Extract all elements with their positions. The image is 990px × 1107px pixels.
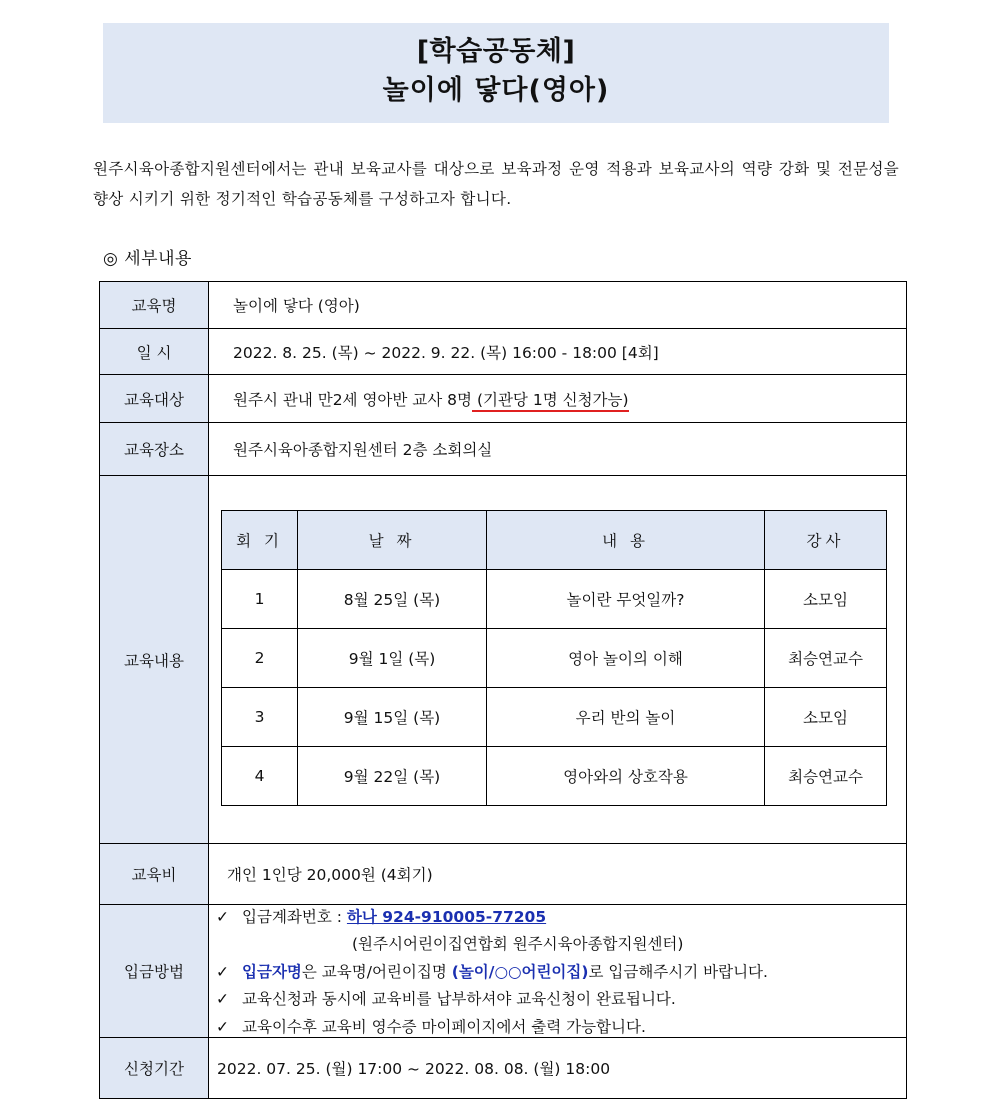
table-row — [222, 570, 887, 629]
depositor-example: (놀이/○○어린이집) — [451, 963, 589, 981]
session-number: 3 — [222, 688, 298, 747]
schedule-header-session: 회 기 — [222, 511, 298, 570]
row-period — [100, 1038, 907, 1099]
payment-account-line — [216, 905, 546, 927]
depositor-end: 로 입금해주시기 바랍니다. — [588, 963, 768, 981]
row-fee — [100, 844, 907, 905]
session-instructor: 소모임 — [765, 688, 887, 747]
payment-note-3: 교육신청과 동시에 교육비를 납부하셔야 교육신청이 완료됩니다. — [242, 990, 676, 1008]
session-number: 1 — [222, 570, 298, 629]
payment-line-3 — [216, 987, 676, 1009]
row-date — [100, 329, 907, 375]
row-target — [100, 375, 907, 423]
check-icon: ✓ — [216, 1018, 229, 1036]
intro-paragraph: 원주시육아종합지원센터에서는 관내 보육교사를 대상으로 보육과정 운영 적용과 보육교사의 역량 강화 및 전문성을 향상 시키기 위한 정기적인 학습공동체를 구성하고자 합니다. — [93, 160, 899, 208]
date-label: 일 시 — [100, 329, 209, 375]
depositor-text: 은 교육명/어린이집명 — [301, 963, 452, 981]
schedule-header-content: 내 용 — [487, 511, 765, 570]
title-box — [103, 23, 889, 123]
date-value: 2022. 8. 25. (목) ~ 2022. 9. 22. (목) 16:00 - 18:00 [4회] — [209, 329, 907, 375]
target-cell — [209, 375, 907, 423]
payment-note-4: 교육이수후 교육비 영수증 마이페이지에서 출력 가능합니다. — [242, 1018, 646, 1036]
course-label: 교육명 — [100, 282, 209, 329]
fee-label: 교육비 — [100, 844, 209, 905]
session-instructor: 최승연교수 — [765, 629, 887, 688]
session-topic: 놀이란 무엇일까? — [487, 570, 765, 629]
target-note: (기관당 1명 신청가능) — [472, 391, 629, 412]
session-date: 9월 22일 (목) — [298, 747, 487, 806]
period-value: 2022. 07. 25. (월) 17:00 ~ 2022. 08. 08. (월) 18:00 — [209, 1038, 907, 1099]
payment-depositor-line — [216, 960, 768, 982]
fee-value: 개인 1인당 20,000원 (4회기) — [209, 844, 907, 905]
content-label: 교육내용 — [100, 476, 209, 844]
session-topic: 영아 놀이의 이해 — [487, 629, 765, 688]
session-date: 9월 15일 (목) — [298, 688, 487, 747]
target-value: 원주시 관내 만2세 영아반 교사 8명 — [233, 390, 473, 409]
session-date: 9월 1일 (목) — [298, 629, 487, 688]
place-value: 원주시육아종합지원센터 2층 소회의실 — [209, 423, 907, 476]
target-label: 교육대상 — [100, 375, 209, 423]
schedule-header-instructor: 강사 — [765, 511, 887, 570]
session-date: 8월 25일 (목) — [298, 570, 487, 629]
session-number: 4 — [222, 747, 298, 806]
payment-label: 입금방법 — [100, 905, 209, 1038]
check-icon: ✓ — [216, 908, 229, 926]
period-label: 신청기간 — [100, 1038, 209, 1099]
place-label: 교육장소 — [100, 423, 209, 476]
account-label: 입금계좌번호 : — [242, 908, 347, 926]
page-title: [학습공동체] — [416, 36, 576, 67]
table-row — [222, 688, 887, 747]
schedule-header-row — [222, 511, 887, 570]
section-heading: ◎ 세부내용 — [103, 249, 192, 269]
session-number: 2 — [222, 629, 298, 688]
row-course — [100, 282, 907, 329]
row-place — [100, 423, 907, 476]
session-instructor: 소모임 — [765, 570, 887, 629]
table-row — [222, 747, 887, 806]
page-subtitle: 놀이에 닿다(영아) — [382, 75, 610, 106]
schedule-header-date: 날 짜 — [298, 511, 487, 570]
schedule-table — [221, 510, 887, 806]
account-holder: (원주시어린이집연합회 원주시육아종합지원센터) — [352, 935, 684, 953]
session-topic: 우리 반의 놀이 — [487, 688, 765, 747]
table-row — [222, 629, 887, 688]
payment-line-4 — [216, 1015, 646, 1037]
check-icon: ✓ — [216, 990, 229, 1008]
account-number: 하나 924-910005-77205 — [346, 908, 547, 926]
session-topic: 영아와의 상호작용 — [487, 747, 765, 806]
check-icon: ✓ — [216, 963, 229, 981]
course-value: 놀이에 닿다 (영아) — [209, 282, 907, 329]
depositor-label: 입금자명 — [242, 963, 302, 981]
session-instructor: 최승연교수 — [765, 747, 887, 806]
